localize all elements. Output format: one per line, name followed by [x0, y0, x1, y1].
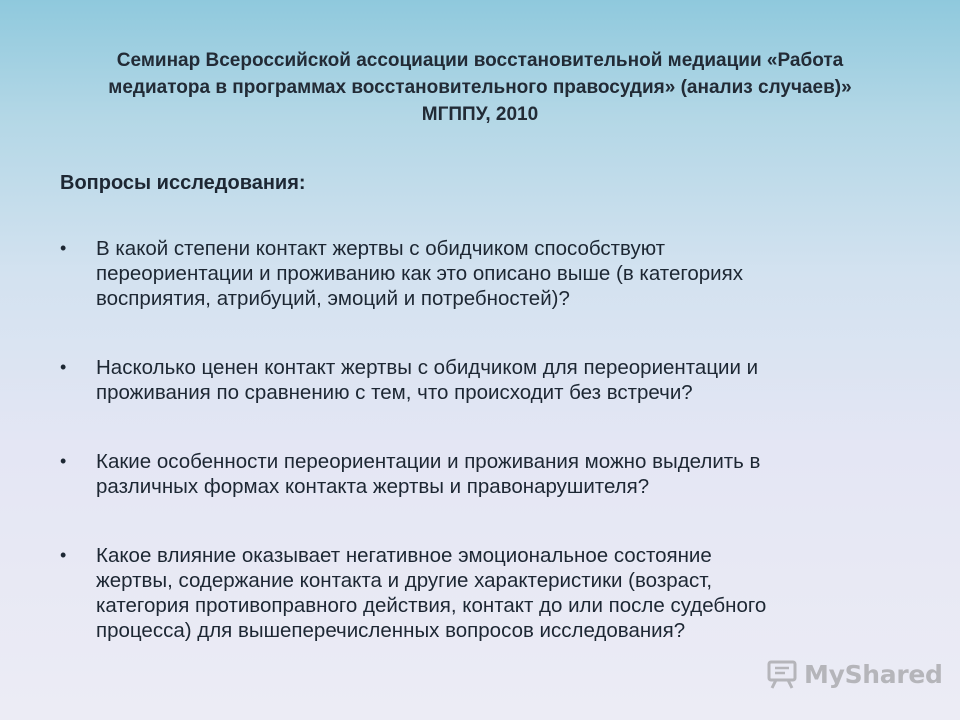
list-item-line: различных формах контакта жертвы и правонарушителя?: [96, 475, 650, 498]
slide-title: [60, 47, 900, 128]
list-item-line: Какие особенности переориентации и проживания можно выделить в: [96, 450, 761, 473]
list-item-line: переориентации и проживанию как это описано выше (в категориях: [96, 262, 743, 285]
list-item-line: проживания по сравнению с тем, что происходит без встречи?: [96, 381, 693, 404]
myshared-watermark[interactable]: [766, 656, 943, 692]
slide-title-line: Семинар Всероссийской ассоциации восстановительной медиации «Работа: [116, 50, 844, 71]
watermark-text: MyShared: [804, 659, 943, 689]
list-item: [60, 236, 910, 311]
bullet-icon: •: [60, 357, 67, 377]
list-item-line: категория противоправного действия, контакт до или после судебного: [96, 594, 767, 617]
list-item-line: Насколько ценен контакт жертвы с обидчиком для переориентации и: [96, 356, 759, 379]
bullet-icon: •: [60, 238, 67, 258]
list-item-line: Какое влияние оказывает негативное эмоциональное состояние: [96, 544, 712, 567]
slide-title-line: МГППУ, 2010: [421, 104, 539, 125]
slide-title-line: медиатора в программах восстановительного правосудия» (анализ случаев)»: [108, 77, 852, 98]
list-item-line: восприятия, атрибуций, эмоций и потребностей)?: [96, 287, 570, 310]
list-item-line: процесса) для вышеперечисленных вопросов исследования?: [96, 619, 686, 642]
research-questions-list: [60, 236, 910, 643]
bullet-icon: •: [60, 451, 67, 471]
presentation-board-icon: [766, 658, 798, 690]
bullet-icon: •: [60, 545, 67, 565]
list-item: [60, 449, 910, 499]
section-heading: Вопросы исследования:: [60, 172, 306, 194]
list-item: [60, 355, 910, 405]
list-item: [60, 543, 910, 643]
list-item-line: жертвы, содержание контакта и другие характеристики (возраст,: [96, 569, 713, 592]
list-item-line: В какой степени контакт жертвы с обидчиком способствуют: [96, 237, 666, 260]
